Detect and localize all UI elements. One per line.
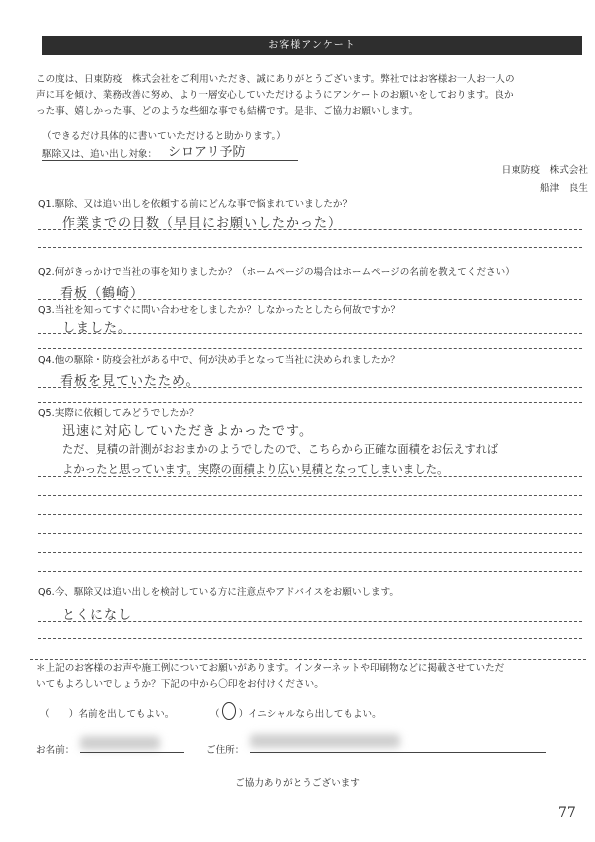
name-redacted [80, 736, 160, 750]
answer-line [38, 229, 582, 230]
name-underline[interactable] [80, 752, 184, 753]
answer-2-line-1[interactable]: 看板（鶴崎） [60, 286, 145, 301]
name-label: お名前： [36, 745, 75, 756]
answer-5-line-2[interactable]: ただ、見積の計測がおおまかのようでしたので、こちらから正確な面積をお伝えすれば [62, 443, 499, 456]
answer-line [38, 247, 582, 248]
question-3: Q3.当社を知ってすぐに問い合わせをしましたか？しなかったとしたら何故ですか？ [38, 305, 401, 316]
company-person: 船津 良生 [540, 183, 588, 194]
option-initials-bracket[interactable]: （ ） [210, 709, 249, 720]
answer-6-line-1[interactable]: とくになし [62, 608, 133, 623]
answer-line [38, 348, 582, 349]
answer-4-line-1[interactable]: 看板を見ていたため。 [60, 374, 200, 389]
address-redacted [250, 734, 400, 748]
answer-line [38, 402, 582, 403]
answer-line [38, 387, 582, 388]
survey-title: お客様アンケート [42, 36, 582, 55]
answer-line [38, 333, 582, 334]
page-number: 77 [558, 805, 576, 821]
intro-line: この度は、日東防疫 株式会社をご利用いただき、誠にありがとうございます。弊社ではお客様お一人お一人の [36, 74, 515, 85]
question-5: Q5.実際に依頼してみどうでしたか？ [38, 408, 199, 419]
target-answer[interactable]: シロアリ予防 [168, 145, 246, 160]
answer-1-line-1[interactable]: 作業までの日数（早目にお願いしたかった） [62, 216, 343, 231]
notice-line: ＊上記のお客様のお声や施工例についてお願いがあります。インターネットや印刷物などに掲載させていただ [36, 663, 505, 674]
question-1: Q1.駆除、又は追い出しを依頼する前にどんな事で悩まれていましたか？ [38, 199, 353, 210]
answer-5-line-1[interactable]: 迅速に対応していただきよかったです。 [62, 424, 313, 439]
option-initials-ok[interactable]: イニシャルなら出してもよい。 [248, 709, 382, 720]
answer-5-line-3[interactable]: よかったと思っています。実際の面積より広い見積となってしまいました。 [62, 462, 449, 476]
answer-line [38, 621, 582, 622]
address-label: ご住所： [206, 745, 245, 756]
permission-notice [36, 661, 588, 693]
intro-line: った事、嬉しかった事、どのような些細な事でも結構です。是非、ご協力お願いします。 [36, 106, 419, 117]
answer-3-line-1[interactable]: しました。 [62, 321, 133, 336]
notice-line: いてもよろしいでしょうか？下記の中から〇印をお付けください。 [36, 679, 324, 690]
answer-line [38, 299, 582, 300]
option-name-ok[interactable]: （ ）名前を出してもよい。 [40, 709, 175, 720]
intro-line: 声に耳を傾け、業務改善に努め、より一層安心していただけるようにアンケートのお願いをしております。良か [36, 90, 514, 101]
thanks-message: ご協力ありがとうございます [235, 778, 360, 789]
answer-line [38, 638, 582, 639]
target-label: 駆除又は、追い出し対象： [42, 149, 158, 160]
question-2: Q2.何がきっかけで当社の事を知りましたか？（ホームページの場合はホームページの名前を教えてください） [38, 267, 515, 278]
answer-line [38, 495, 582, 496]
target-underline [42, 160, 298, 161]
question-6: Q6.今、駆除又は追い出しを検討している方に注意点やアドバイスをお願いします。 [38, 587, 400, 598]
answer-line [38, 552, 582, 553]
question-4: Q4.他の駆除・防疫会社がある中で、何が決め手となって当社に決められましたか？ [38, 355, 400, 366]
company-name: 日東防疫 株式会社 [501, 165, 588, 176]
answer-line [38, 533, 582, 534]
intro-text [36, 72, 586, 120]
address-underline[interactable] [250, 752, 546, 753]
selected-circle-mark [222, 702, 236, 720]
answer-line [38, 476, 582, 477]
answer-line [38, 571, 582, 572]
answer-line [38, 514, 582, 515]
request-note: （できるだけ具体的に書いていただけると助かります。） [42, 131, 286, 142]
